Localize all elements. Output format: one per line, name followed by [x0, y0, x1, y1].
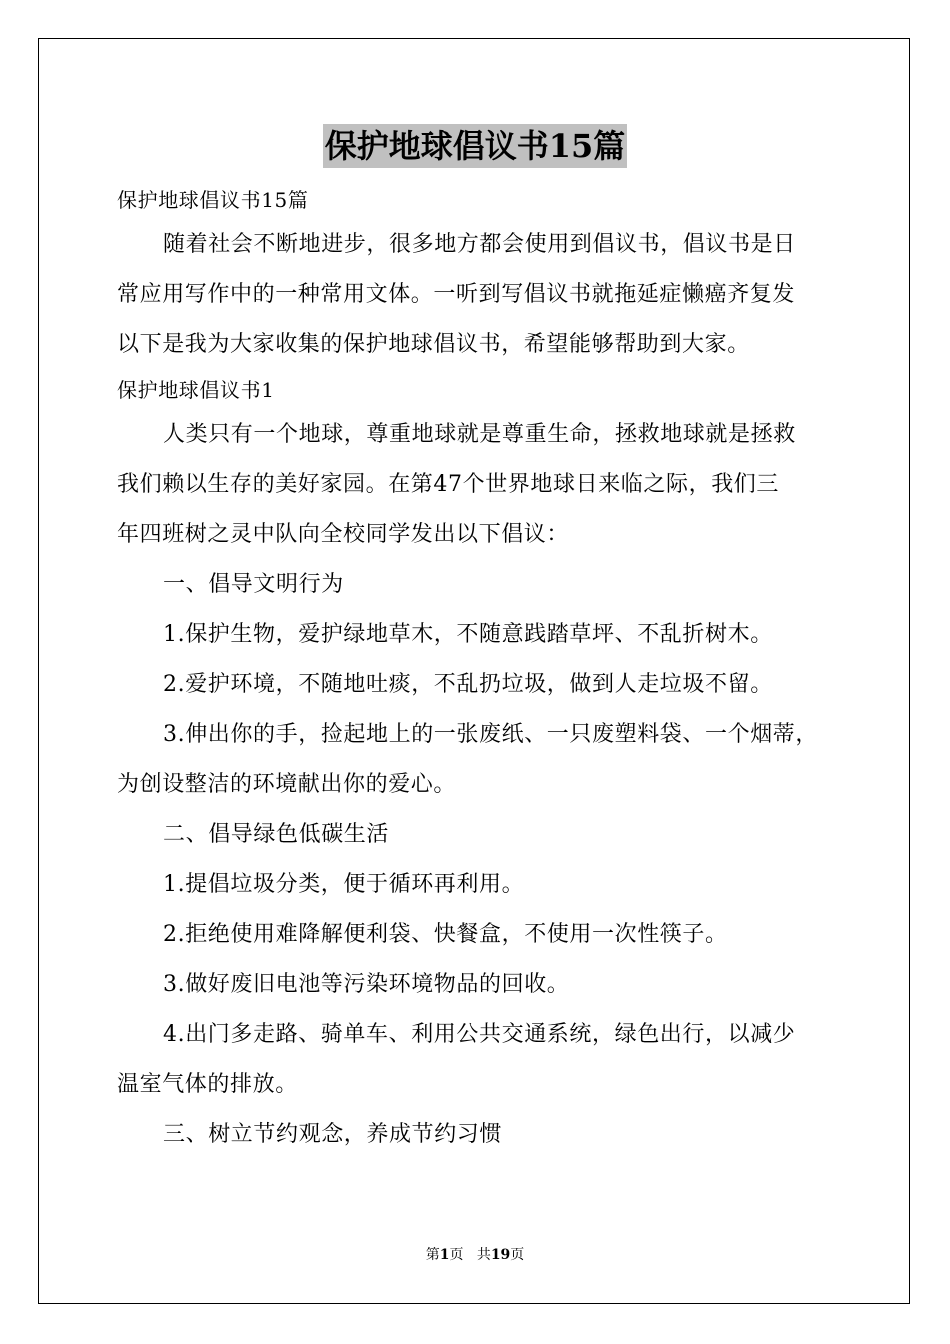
text-line: 1.提倡垃圾分类，便于循环再利用。	[163, 872, 525, 897]
text-line: 一、倡导文明行为	[163, 572, 344, 597]
text-line: 1.保护生物，爱护绿地草木，不随意践踏草坪、不乱折树木。	[163, 622, 773, 647]
text-line: 我们赖以生存的美好家园。在第47个世界地球日来临之际，我们三	[117, 472, 779, 497]
text-line: 人类只有一个地球，尊重地球就是尊重生命，拯救地球就是拯救	[163, 422, 796, 447]
footer-page-suffix: 页	[449, 1247, 464, 1263]
text-line: 常应用写作中的一种常用文体。一听到写倡议书就拖延症懒癌齐复发	[117, 282, 796, 307]
footer-total-prefix: 共	[476, 1247, 491, 1263]
document-title: 保护地球倡议书15篇	[323, 124, 628, 168]
text-line: 以下是我为大家收集的保护地球倡议书，希望能够帮助到大家。	[117, 332, 750, 357]
text-line: 2.爱护环境，不随地吐痰，不乱扔垃圾，做到人走垃圾不留。	[163, 672, 773, 697]
document-body	[117, 180, 837, 1160]
text-line: 二、倡导绿色低碳生活	[163, 822, 390, 847]
text-line: 温室气体的排放。	[117, 1072, 298, 1097]
text-line: 2.拒绝使用难降解便利袋、快餐盒，不使用一次性筷子。	[163, 922, 728, 947]
footer-page-current: 1	[439, 1247, 450, 1263]
text-line: 为创设整洁的环境献出你的爱心。	[117, 772, 457, 797]
footer-total-suffix: 页	[510, 1247, 525, 1263]
footer-page-total: 19	[490, 1247, 511, 1263]
text-line: 保护地球倡议书15篇	[117, 188, 309, 212]
footer-page-prefix: 第	[425, 1247, 440, 1263]
text-line: 保护地球倡议书1	[117, 378, 275, 402]
text-line: 3.伸出你的手，捡起地上的一张废纸、一只废塑料袋、一个烟蒂，	[163, 722, 818, 747]
text-line: 3.做好废旧电池等污染环境物品的回收。	[163, 972, 570, 997]
title-container	[0, 124, 950, 168]
text-line: 4.出门多走路、骑单车、利用公共交通系统，绿色出行，以减少	[163, 1022, 796, 1047]
page-footer	[0, 1244, 950, 1264]
text-line: 年四班树之灵中队向全校同学发出以下倡议：	[117, 522, 570, 547]
text-line: 三、树立节约观念，养成节约习惯	[163, 1122, 503, 1147]
text-line: 随着社会不断地进步，很多地方都会使用到倡议书，倡议书是日	[163, 232, 796, 257]
